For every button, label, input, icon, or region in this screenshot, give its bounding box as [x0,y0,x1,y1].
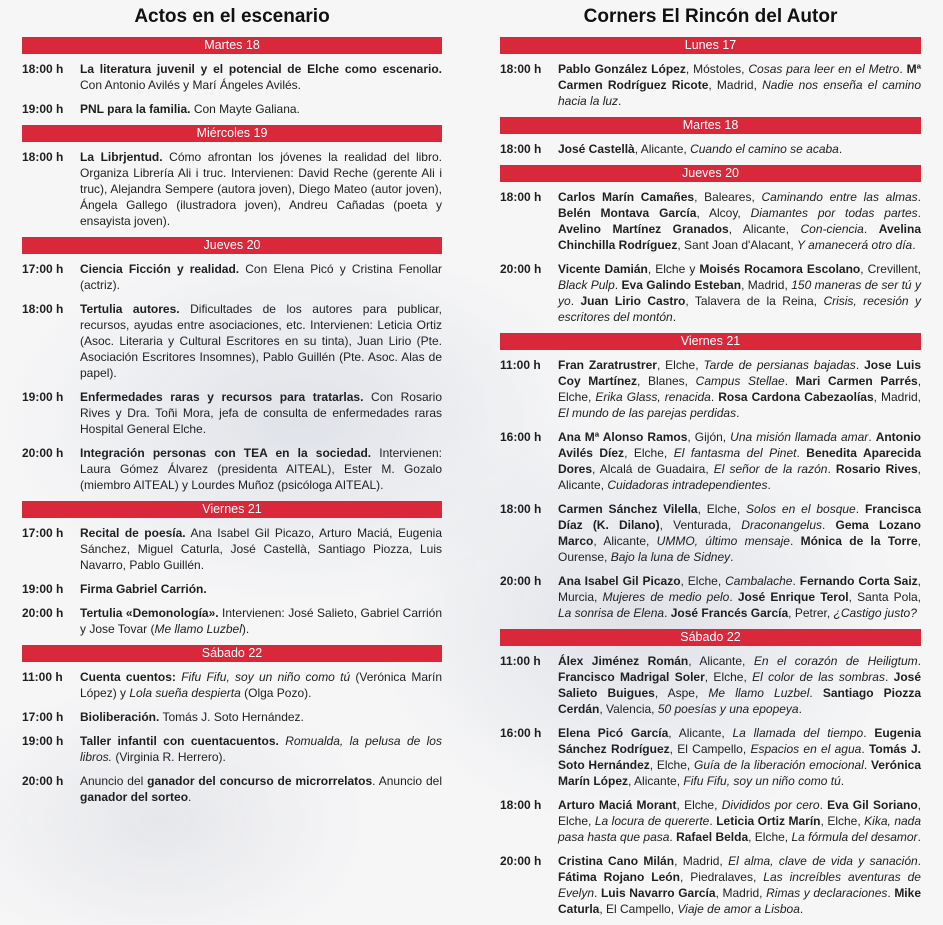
entry-time: 18:00 h [22,150,64,164]
entry-highlight: Rosario Rives [835,462,918,476]
entry-text: . [863,222,879,236]
entry-highlight: Mari Carmen Parrés [795,374,918,388]
entry-text: , Alicante, [688,654,754,668]
entry-highlight: José Enrique Terol [737,590,849,604]
entry-highlight: Eugenia Sánchez Rodríguez [558,726,922,756]
entry-text: . [767,478,771,492]
stage-events-schedule [22,37,442,805]
entry-highlight: PNL para la familia. [80,102,191,116]
entry-text: . [709,814,717,828]
entry-text: Anuncio del [80,774,148,788]
entry-text: , Elche, [704,670,753,684]
entry-text: , Elche, [748,830,792,844]
entry-highlight: Avelino Martínez Granados [558,222,729,236]
author-corner-title: Corners El Rincón del Autor [583,6,838,27]
entry-title-italic: El alma, clave de vida y sanación [728,854,918,868]
entry-text: Dificultades de los autores para publicar, recursos, ayudas entre asociaciones, etc. Intervienen: Leticia Ortiz (Asoc. Literaria y Cultural Escritores en su tinta), Juan Lirio (Pte. Asociación Escritores Insomnes), Pablo Guillén (Pte. Asoc. Alas de papel). [80,302,442,380]
entry-description [558,429,921,493]
entry-highlight: Rafael Belda [676,830,749,844]
entry-text: , Baleares, [694,190,762,204]
entry-text: . [863,758,871,772]
entry-highlight: José Castellà [558,142,635,156]
entry-text: , Aspe, [654,686,709,700]
entry-time: 20:00 h [22,446,64,460]
entry-highlight: Álex Jiménez Román [558,654,689,668]
entry-text: , Alcoy, [696,206,751,220]
entry-highlight: Benedita Aparecida Dores [558,446,922,476]
entry-text: , Alicante, [628,774,684,788]
entry-text: . [899,62,907,76]
entry-description [80,581,442,597]
entry-text: (Virginia R. Herrero). [112,750,226,764]
entry-title-italic: UMMO, último mensaje [656,534,790,548]
entry-text: , Santa Pola, [848,590,921,604]
entry-description [558,61,921,109]
entry-text: . [710,390,719,404]
schedule-entry [500,653,921,717]
entry-highlight: Pablo González López [558,62,686,76]
schedule-entry [22,525,442,573]
schedule-entry [22,261,442,293]
schedule-entry [500,797,921,845]
entry-text: , Venturada, [659,518,742,532]
entry-description [558,853,921,917]
entry-description [558,189,921,253]
entry-text: , Alicante, [558,462,921,492]
entry-text: , Madrid, [715,886,767,900]
entry-title-italic: Rimas y declaraciones [766,886,888,900]
entry-description [80,101,442,117]
entry-highlight: Ciencia Ficción y realidad. [80,262,240,276]
entry-text: . [822,518,836,532]
entry-highlight: Carlos Marín Camañes [558,190,695,204]
entry-text: . [917,206,921,220]
entry-highlight: Integración personas con TEA en la sociedad. [80,446,372,460]
entry-title-italic: Me llamo Luzbel [154,622,242,636]
entry-title-italic: Me llamo Luzbel [708,686,810,700]
entry-title-italic: Y amanecerá otro día [797,238,913,252]
entry-text: , Petrer, [788,606,834,620]
entry-title-italic: Tarde de persianas bajadas [703,358,856,372]
entry-text: . [672,310,677,324]
entry-title-italic: Cosas para leer en el Metro [748,62,900,76]
entry-highlight: Rosa Cardona Cabezaolías [718,390,874,404]
entry-highlight: Leticia Ortiz Marín [716,814,821,828]
entry-time: 20:00 h [22,774,64,788]
entry-title-italic: Draconangelus [741,518,823,532]
entry-description [558,357,921,421]
entry-text: , Móstoles, [685,62,749,76]
day-header: Viernes 21 [500,333,921,350]
entry-text: . [796,446,807,460]
entry-time: 19:00 h [22,734,64,748]
entry-highlight: Fátima Rojano León [558,870,680,884]
schedule-entry [22,445,442,493]
schedule-entry [22,709,442,725]
entry-text: . [730,550,734,564]
entry-title-italic: Black Pulp [558,278,615,292]
entry-highlight: La literatura juvenil y el potencial de Elche como escenario. [80,62,442,76]
entry-text: . [917,190,921,204]
entry-text: (Verónica Marín López) y [80,670,442,700]
schedule-entry [500,61,921,109]
entry-title-italic: Divididos por cero [721,798,820,812]
entry-text: . [863,726,875,740]
entry-time: 19:00 h [22,102,64,116]
entry-title-italic: Las increíbles aventuras de Evelyn [558,870,921,900]
entry-highlight: Ana Isabel Gil Picazo [558,574,681,588]
schedule-entry [500,853,921,917]
entry-text: , Sant Joan d'Alacant, [677,238,798,252]
entry-text: , Murcia, [558,574,922,604]
entry-title-italic: La locura de quererte [594,814,710,828]
entry-text: . [855,502,865,516]
entry-time: 20:00 h [500,262,542,276]
schedule-entry [500,501,921,565]
entry-description [80,261,442,293]
entry-text: . [736,406,740,420]
entry-text: Ana Isabel Gil Picazo, Arturo Maciá, Eugenia Sánchez, Miguel Caturla, José Castellà, Santiago Piozza, Luis Navarro, Pablo Guillén. [80,526,443,572]
entry-time: 11:00 h [22,670,63,684]
entry-text: . [917,654,921,668]
entry-time: 18:00 h [500,798,542,812]
entry-text: , Elche, [656,358,704,372]
entry-title-italic: En el corazón de Heiligtum [753,654,918,668]
day-header: Martes 18 [500,117,921,134]
entry-text: . [669,830,677,844]
entry-description [558,141,921,157]
entry-text: , Elche, [558,374,922,404]
entry-time: 18:00 h [500,142,542,156]
entry-time: 18:00 h [500,62,542,76]
entry-title-italic: El color de las sombras [752,670,885,684]
day-header: Jueves 20 [500,165,921,182]
entry-title-italic: Una misión llamada amar [730,430,869,444]
stage-events-column [22,0,442,813]
schedule-entry [500,725,921,789]
day-header: Miércoles 19 [22,125,442,142]
entry-text: Con Mayte Galiana. [190,102,300,116]
entry-highlight: Avelina Chinchilla Rodríguez [558,222,921,252]
entry-text: . [792,574,800,588]
entry-text: , Elche, [624,446,674,460]
entry-text: , Alicante, [728,222,801,236]
entry-description [80,389,442,437]
entry-text: Intervienen: Laura Gómez Álvarez (presidenta AITEAL), Ester M. Gozalo (miembro AITEAL) y Lourdes Muñoz (psicóloga AITEAL). [80,446,442,492]
entry-highlight: Juan Lirio Castro [580,294,686,308]
entry-time: 18:00 h [22,302,64,316]
entry-description [80,669,442,701]
entry-text: . [729,590,738,604]
entry-text: . [855,358,865,372]
entry-text: Con Rosario Rives y Dra. Toñi Mora, jefa de consulta de enfermedades raras Hospital General Elche. [80,390,442,436]
entry-time: 17:00 h [22,710,64,724]
entry-highlight: Cristina Cano Milán [558,854,675,868]
day-header: Viernes 21 [22,501,442,518]
entry-highlight: Bioliberación. [80,710,160,724]
entry-highlight: Antonio Avilés Díez [558,430,922,460]
entry-text: . [799,902,804,916]
entry-description [558,725,921,789]
entry-title-italic: Romualda, la pelusa de los libros. [80,734,442,764]
entry-description [80,445,442,493]
entry-title-italic: Solos en el bosque [746,502,856,516]
schedule-entry [22,301,442,381]
entry-highlight: ganador del sorteo [80,790,189,804]
entry-title-italic: La llamada del tiempo [732,726,864,740]
entry-text: , Crevillent, [860,262,921,276]
schedule-entry [22,669,442,701]
entry-text: , Ourense, [558,534,921,564]
schedule-entry [500,573,921,621]
entry-text: , Elche, [558,798,921,828]
entry-highlight: La Librjentud. [80,150,163,164]
entry-highlight: Cuenta cuentos: [80,670,176,684]
schedule-entry [22,773,442,805]
entry-text: . [784,374,796,388]
entry-time: 11:00 h [500,654,541,668]
entry-title-italic: Kika, nada pasa hasta que pasa [558,814,922,844]
entry-highlight: Tertulia autores. [80,302,180,316]
entry-highlight: Luis Navarro García [600,886,716,900]
entry-text: , El Campello, [599,902,678,916]
entry-title-italic: Bajo la luna de Sidney [610,550,731,564]
entry-text: , Valencia, [599,702,658,716]
entry-text: . [917,830,921,844]
entry-text: . [819,798,828,812]
entry-text: Con Elena Picó y Cristina Fenollar (actriz). [80,262,442,292]
entry-highlight: Fernando Corta Saiz [799,574,918,588]
entry-time: 18:00 h [500,502,542,516]
entry-text: , Alcalá de Guadaira, [592,462,714,476]
entry-text: . [570,294,581,308]
entry-highlight: Eva Galindo Esteban [621,278,742,292]
entry-text: . [827,462,836,476]
entry-description [558,573,921,621]
entry-text: , Elche, [676,798,722,812]
entry-highlight: José Salieto Buigues [558,670,921,700]
schedule-entry [22,149,442,229]
entry-text: Con Antonio Avilés y Marí Ángeles Avilés. [80,78,302,92]
entry-title-italic: Fifu Fifu, soy un niño como tú [181,670,351,684]
entry-highlight: Moisés Rocamora Escolano [699,262,861,276]
entry-title-italic: Con-ciencia [800,222,864,236]
entry-highlight: José Francés García [670,606,789,620]
entry-highlight: Vicente Damián [558,262,648,276]
entry-text: , Elche, [697,502,747,516]
entry-text: , Madrid, [674,854,729,868]
day-header: Lunes 17 [500,37,921,54]
entry-title-italic: Crisis, recesión y escritores del montón [558,294,922,324]
entry-text: . [809,686,823,700]
entry-text: , Blanes, [637,374,696,388]
entry-title-italic: La sonrisa de Elena [558,606,665,620]
entry-text: . [618,94,622,108]
entry-text: , Elche, [820,814,865,828]
entry-text: Tomás J. Soto Hernández. [159,710,304,724]
entry-highlight: Arturo Maciá Morant [558,798,677,812]
entry-title-italic: Cambalache [725,574,793,588]
entry-highlight: Mónica de la Torre [800,534,918,548]
schedule-entry [22,389,442,437]
entry-time: 20:00 h [500,854,542,868]
schedule-entry [22,733,442,765]
schedule-entry [500,261,921,325]
entry-text: . [664,606,671,620]
entry-description [558,261,921,325]
entry-text: . [789,534,801,548]
entry-title-italic: ¿Castigo justo? [833,606,917,620]
entry-highlight: Gema Lozano Marco [558,518,921,548]
entry-title-italic: Caminando entre las almas [761,190,918,204]
entry-highlight: Jose Luis Coy Martínez [558,358,921,388]
schedule-entry [500,357,921,421]
entry-description [558,653,921,717]
entry-text: , Alicante, [634,142,691,156]
entry-highlight: Taller infantil con cuentacuentos. [80,734,279,748]
entry-title-italic: Cuidadoras intradependientes [607,478,768,492]
entry-time: 17:00 h [22,526,64,540]
entry-highlight: Santiago Piozza Cerdán [558,686,921,716]
entry-text: Cómo afrontan los jóvenes la realidad del libro. Organiza Librería Ali i truc. Intervienen: David Reche (gerente Ali i truc), Alejandra Sempere (autora joven), Diego Mateo (autor joven), Ángela Gallego (ilustradora joven), Andreu Cañadas (poeta y ensayista joven). [80,150,442,228]
entry-text: , El Campello, [669,742,751,756]
entry-text: (Olga Pozo). [240,686,312,700]
entry-highlight: Recital de poesía. [80,526,186,540]
entry-time: 16:00 h [500,430,542,444]
entry-highlight: Fran Zaratrustrer [558,358,657,372]
entry-time: 20:00 h [22,606,64,620]
entry-title-italic: Nadie nos enseña el camino hacia la luz [558,78,921,108]
stage-events-title: Actos en el escenario [134,6,330,27]
entry-description [80,605,442,637]
entry-highlight: Mike Caturla [558,886,921,916]
entry-time: 16:00 h [500,726,542,740]
entry-title-italic: Diamantes por todas partes [750,206,918,220]
entry-highlight: Belén Montava García [558,206,697,220]
entry-title-italic: El señor de la razón [713,462,828,476]
entry-time: 18:00 h [500,190,542,204]
schedule-entry [22,581,442,597]
entry-text: . [912,238,916,252]
entry-description [558,797,921,845]
entry-text: . [861,742,869,756]
entry-title-italic: Erika Glass, renacida [595,390,711,404]
entry-highlight: Verónica Marín López [558,758,921,788]
entry-text: . [868,430,876,444]
entry-description [80,61,442,93]
schedule-entry [500,141,921,157]
entry-text: . [594,886,601,900]
entry-title-italic: Espacios en el agua [750,742,862,756]
entry-description [80,733,442,765]
entry-highlight: Ana Mª Alonso Ramos [558,430,688,444]
entry-title-italic: Mujeres de medio pelo [602,590,730,604]
entry-text: . [884,670,894,684]
entry-text: , Talavera de la Reina, [685,294,824,308]
entry-highlight: Tomás J. Soto Hernández [558,742,921,772]
entry-title-italic: El mundo de las parejas perdidas [558,406,737,420]
entry-text: , Madrid, [708,78,763,92]
entry-text: , Elche y [647,262,700,276]
entry-text: , Alicante, [668,726,733,740]
schedule-entry [500,189,921,253]
entry-text: Intervienen: José Salieto, Gabriel Carrión y Jose Tovar ( [80,606,442,636]
entry-time: 19:00 h [22,582,64,596]
entry-text: , Piedralaves, [679,870,764,884]
entry-text: ). [241,622,250,636]
day-header: Martes 18 [22,37,442,54]
day-header: Sábado 22 [22,645,442,662]
entry-title-italic: Campus Stellae [695,374,785,388]
entry-description [80,709,442,725]
entry-text: , Alicante, [593,534,657,548]
author-corner-schedule [500,37,921,917]
schedule-entry [22,101,442,117]
entry-text: , Madrid, [873,390,922,404]
entry-text: . Anuncio del [372,774,442,788]
entry-description [80,149,442,229]
entry-description [80,773,442,805]
entry-text: . [838,142,843,156]
entry-text: . [798,702,802,716]
entry-text: . [614,278,622,292]
entry-highlight: Elena Picó García [558,726,669,740]
entry-text: . [887,886,895,900]
entry-title-italic: Fifu Fifu, soy un niño como tú [683,774,841,788]
entry-text: , Gijón, [687,430,731,444]
schedule-entry [22,61,442,93]
entry-title-italic: Guía de la liberación emocional [694,758,864,772]
entry-title-italic: El fantasma del Pinet [673,446,797,460]
entry-highlight: ganador del concurso de microrrelatos [147,774,373,788]
entry-text: . [188,790,192,804]
entry-description [80,525,442,573]
entry-title-italic: 150 maneras de ser tú y yo [558,278,922,308]
entry-time: 18:00 h [22,62,64,76]
entry-time: 11:00 h [500,358,541,372]
entry-highlight: Francisco Madrigal Soler [558,670,705,684]
entry-text: , Madrid, [741,278,792,292]
entry-title-italic: 50 poesías y una epopeya [657,702,799,716]
entry-title-italic: Cuando el camino se acaba [690,142,839,156]
entry-highlight: Carmen Sánchez Vilella [558,502,698,516]
entry-highlight: Firma Gabriel Carrión. [80,582,207,596]
entry-description [80,301,442,381]
entry-time: 19:00 h [22,390,64,404]
schedule-entry [500,429,921,493]
entry-title-italic: Viaje de amor a Lisboa [677,902,800,916]
entry-highlight: Tertulia «Demonología». [80,606,219,620]
entry-highlight: Enfermedades raras y recursos para tratarlas. [80,390,364,404]
entry-text: . [840,774,845,788]
schedule-entry [22,605,442,637]
entry-description [558,501,921,565]
day-header: Jueves 20 [22,237,442,254]
day-header: Sábado 22 [500,629,921,646]
author-corner-column [500,0,921,925]
entry-highlight: Francisca Díaz (K. Dilano) [558,502,921,532]
entry-highlight: Eva Gil Soriano [827,798,918,812]
entry-time: 20:00 h [500,574,542,588]
entry-title-italic: Lola sueña despierta [129,686,241,700]
entry-time: 17:00 h [22,262,64,276]
entry-highlight: Mª Carmen Rodríguez Ricote [558,62,922,92]
entry-text: , Elche, [649,758,695,772]
entry-text: . [917,854,922,868]
entry-text: , Elche, [680,574,726,588]
entry-title-italic: La fórmula del desamor [791,830,918,844]
